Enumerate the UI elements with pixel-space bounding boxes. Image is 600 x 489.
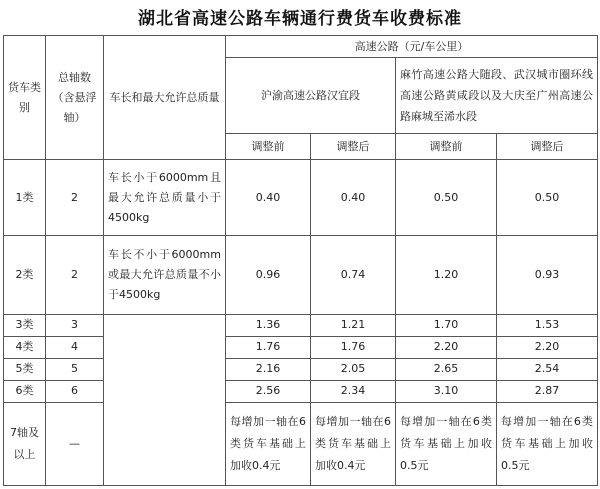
surcharge-cell: 每增加一轴在6类货车基础上加收0.5元 [497, 402, 598, 485]
axle-cell: 6 [46, 380, 104, 402]
table-row [4, 380, 598, 402]
class-cell: 3类 [4, 314, 46, 336]
axle-cell: 2 [46, 160, 104, 236]
axle-cell: 2 [46, 236, 104, 314]
fee-table [3, 35, 598, 486]
axle-cell: — [46, 402, 104, 485]
length-weight-header: 车长和最大允许总质量 [104, 36, 226, 160]
rate-cell: 0.40 [311, 160, 396, 236]
class-cell: 7轴及以上 [4, 402, 46, 485]
highway-unit-header: 高速公路（元/车公里） [226, 36, 598, 58]
rate-cell: 2.16 [226, 358, 311, 380]
class-cell: 1类 [4, 160, 46, 236]
class-cell: 6类 [4, 380, 46, 402]
section-a-before-header: 调整前 [226, 134, 311, 160]
rate-cell: 0.50 [396, 160, 497, 236]
table-row [4, 160, 598, 236]
rate-cell: 2.54 [497, 358, 598, 380]
table-row [4, 358, 598, 380]
section-b-header: 麻竹高速公路大随段、武汉城市圈环线高速公路黄咸段以及大庆至广州高速公路麻城至浠水段 [396, 58, 598, 134]
rate-cell: 2.20 [396, 336, 497, 358]
table-row [4, 336, 598, 358]
class-cell: 2类 [4, 236, 46, 314]
axle-cell: 3 [46, 314, 104, 336]
rate-cell: 1.53 [497, 314, 598, 336]
axle-count-header: 总轴数（含悬浮轴） [46, 36, 104, 160]
rate-cell: 0.50 [497, 160, 598, 236]
section-b-before-header: 调整前 [396, 134, 497, 160]
surcharge-cell: 每增加一轴在6类货车基础上加收0.4元 [311, 402, 396, 485]
rate-cell: 1.70 [396, 314, 497, 336]
rate-cell: 1.21 [311, 314, 396, 336]
section-b-after-header: 调整后 [497, 134, 598, 160]
rate-cell: 1.76 [311, 336, 396, 358]
section-a-header: 沪渝高速公路汉宜段 [226, 58, 396, 134]
vehicle-class-header: 货车类别 [4, 36, 46, 160]
rate-cell: 2.34 [311, 380, 396, 402]
surcharge-cell: 每增加一轴在6类货车基础上加收0.5元 [396, 402, 497, 485]
empty-desc-cell [104, 314, 226, 485]
section-a-after-header: 调整后 [311, 134, 396, 160]
rate-cell: 2.05 [311, 358, 396, 380]
desc-cell: 车长不小于6000mm或最大允许总质量不小于4500kg [104, 236, 226, 314]
rate-cell: 0.93 [497, 236, 598, 314]
table-row [4, 314, 598, 336]
rate-cell: 3.10 [396, 380, 497, 402]
rate-cell: 2.56 [226, 380, 311, 402]
rate-cell: 1.20 [396, 236, 497, 314]
axle-cell: 4 [46, 336, 104, 358]
rate-cell: 0.96 [226, 236, 311, 314]
rate-cell: 2.65 [396, 358, 497, 380]
rate-cell: 1.76 [226, 336, 311, 358]
page-title: 湖北省高速公路车辆通行费货车收费标准 [138, 9, 462, 29]
axle-cell: 5 [46, 358, 104, 380]
table-row [4, 402, 598, 485]
class-cell: 5类 [4, 358, 46, 380]
rate-cell: 2.87 [497, 380, 598, 402]
class-cell: 4类 [4, 336, 46, 358]
table-row [4, 236, 598, 314]
rate-cell: 0.74 [311, 236, 396, 314]
rate-cell: 0.40 [226, 160, 311, 236]
rate-cell: 2.20 [497, 336, 598, 358]
surcharge-cell: 每增加一轴在6类货车基础上加收0.4元 [226, 402, 311, 485]
desc-cell: 车长小于6000mm且最大允许总质量小于4500kg [104, 160, 226, 236]
rate-cell: 1.36 [226, 314, 311, 336]
